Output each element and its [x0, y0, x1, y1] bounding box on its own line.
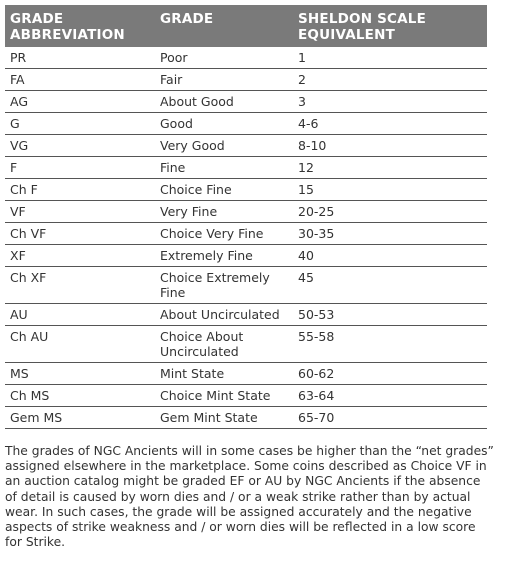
table-row [5, 267, 487, 304]
table-row [5, 385, 487, 407]
sheldon-value-cell: 1 [293, 47, 487, 69]
grade-name-cell: Choice Fine [155, 179, 293, 201]
sheldon-value-cell: 20-25 [293, 201, 487, 223]
grade-name-cell: Choice Extremely Fine [155, 267, 293, 304]
grade-abbreviation-cell: VG [5, 135, 155, 157]
sheldon-value-cell: 30-35 [293, 223, 487, 245]
grade-name-cell: Fine [155, 157, 293, 179]
header-abbreviation [5, 5, 155, 47]
sheldon-value-cell: 2 [293, 69, 487, 91]
table-row [5, 326, 487, 363]
sheldon-value-cell: 63-64 [293, 385, 487, 407]
sheldon-value-cell: 50-53 [293, 304, 487, 326]
table-row [5, 69, 487, 91]
grade-name-cell: Poor [155, 47, 293, 69]
grade-abbreviation-cell: Ch VF [5, 223, 155, 245]
table-row [5, 304, 487, 326]
grade-table-body [5, 47, 487, 429]
sheldon-value-cell: 8-10 [293, 135, 487, 157]
grade-name-cell: Gem Mint State [155, 407, 293, 429]
sheldon-value-cell: 55-58 [293, 326, 487, 363]
grade-abbreviation-cell: AU [5, 304, 155, 326]
grade-abbreviation-cell: Ch AU [5, 326, 155, 363]
sheldon-value-cell: 4-6 [293, 113, 487, 135]
grade-abbreviation-cell: Ch F [5, 179, 155, 201]
grade-abbreviation-cell: MS [5, 363, 155, 385]
grade-abbreviation-cell: Ch MS [5, 385, 155, 407]
grade-table [5, 5, 487, 429]
table-row [5, 135, 487, 157]
table-row [5, 91, 487, 113]
sheldon-value-cell: 15 [293, 179, 487, 201]
grade-name-cell: Extremely Fine [155, 245, 293, 267]
grade-name-cell: About Uncirculated [155, 304, 293, 326]
table-row [5, 113, 487, 135]
grade-table-header [5, 5, 487, 47]
grade-abbreviation-cell: Gem MS [5, 407, 155, 429]
grade-name-cell: Fair [155, 69, 293, 91]
table-row [5, 47, 487, 69]
grade-abbreviation-cell: G [5, 113, 155, 135]
sheldon-value-cell: 12 [293, 157, 487, 179]
grade-name-cell: About Good [155, 91, 293, 113]
grade-abbreviation-cell: XF [5, 245, 155, 267]
grade-name-cell: Choice Mint State [155, 385, 293, 407]
table-row [5, 245, 487, 267]
sheldon-value-cell: 40 [293, 245, 487, 267]
grade-name-cell: Very Fine [155, 201, 293, 223]
sheldon-value-cell: 60-62 [293, 363, 487, 385]
grading-page [5, 5, 494, 563]
table-row [5, 223, 487, 245]
header-abbreviation-line1: GRADE [10, 11, 64, 27]
grade-abbreviation-cell: VF [5, 201, 155, 223]
grade-abbreviation-cell: FA [5, 69, 155, 91]
header-grade-line1: GRADE [160, 11, 214, 27]
grade-abbreviation-cell: AG [5, 91, 155, 113]
grade-name-cell: Very Good [155, 135, 293, 157]
grade-name-cell: Mint State [155, 363, 293, 385]
table-row [5, 201, 487, 223]
grade-name-cell: Good [155, 113, 293, 135]
header-row [5, 5, 487, 47]
grade-name-cell: Choice About Uncirculated [155, 326, 293, 363]
grade-abbreviation-cell: PR [5, 47, 155, 69]
grading-note: The grades of NGC Ancients will in some cases be higher than the “net grades” assigned elsewhere in the marketplace. Some coins described as Choice VF in an auction catalog might be graded EF or AU by NGC Ancients if the absence of detail is caused by worn dies and / or a weak strike rather than by actual wear. In such cases, the grade will be assigned accurately and the negative aspects of strike weakness and / or worn dies will be reflected in a low score for Strike. [5, 444, 494, 550]
sheldon-value-cell: 3 [293, 91, 487, 113]
table-row [5, 179, 487, 201]
grade-abbreviation-cell: Ch XF [5, 267, 155, 304]
sheldon-value-cell: 65-70 [293, 407, 487, 429]
table-row [5, 363, 487, 385]
sheldon-value-cell: 45 [293, 267, 487, 304]
header-sheldon [293, 5, 487, 47]
table-row [5, 407, 487, 429]
header-sheldon-line1: SHELDON SCALE [298, 11, 427, 27]
grade-name-cell: Choice Very Fine [155, 223, 293, 245]
header-grade [155, 5, 293, 47]
table-row [5, 157, 487, 179]
header-abbreviation-line2: ABBREVIATION [10, 27, 125, 43]
grade-abbreviation-cell: F [5, 157, 155, 179]
header-sheldon-line2: EQUIVALENT [298, 27, 395, 43]
